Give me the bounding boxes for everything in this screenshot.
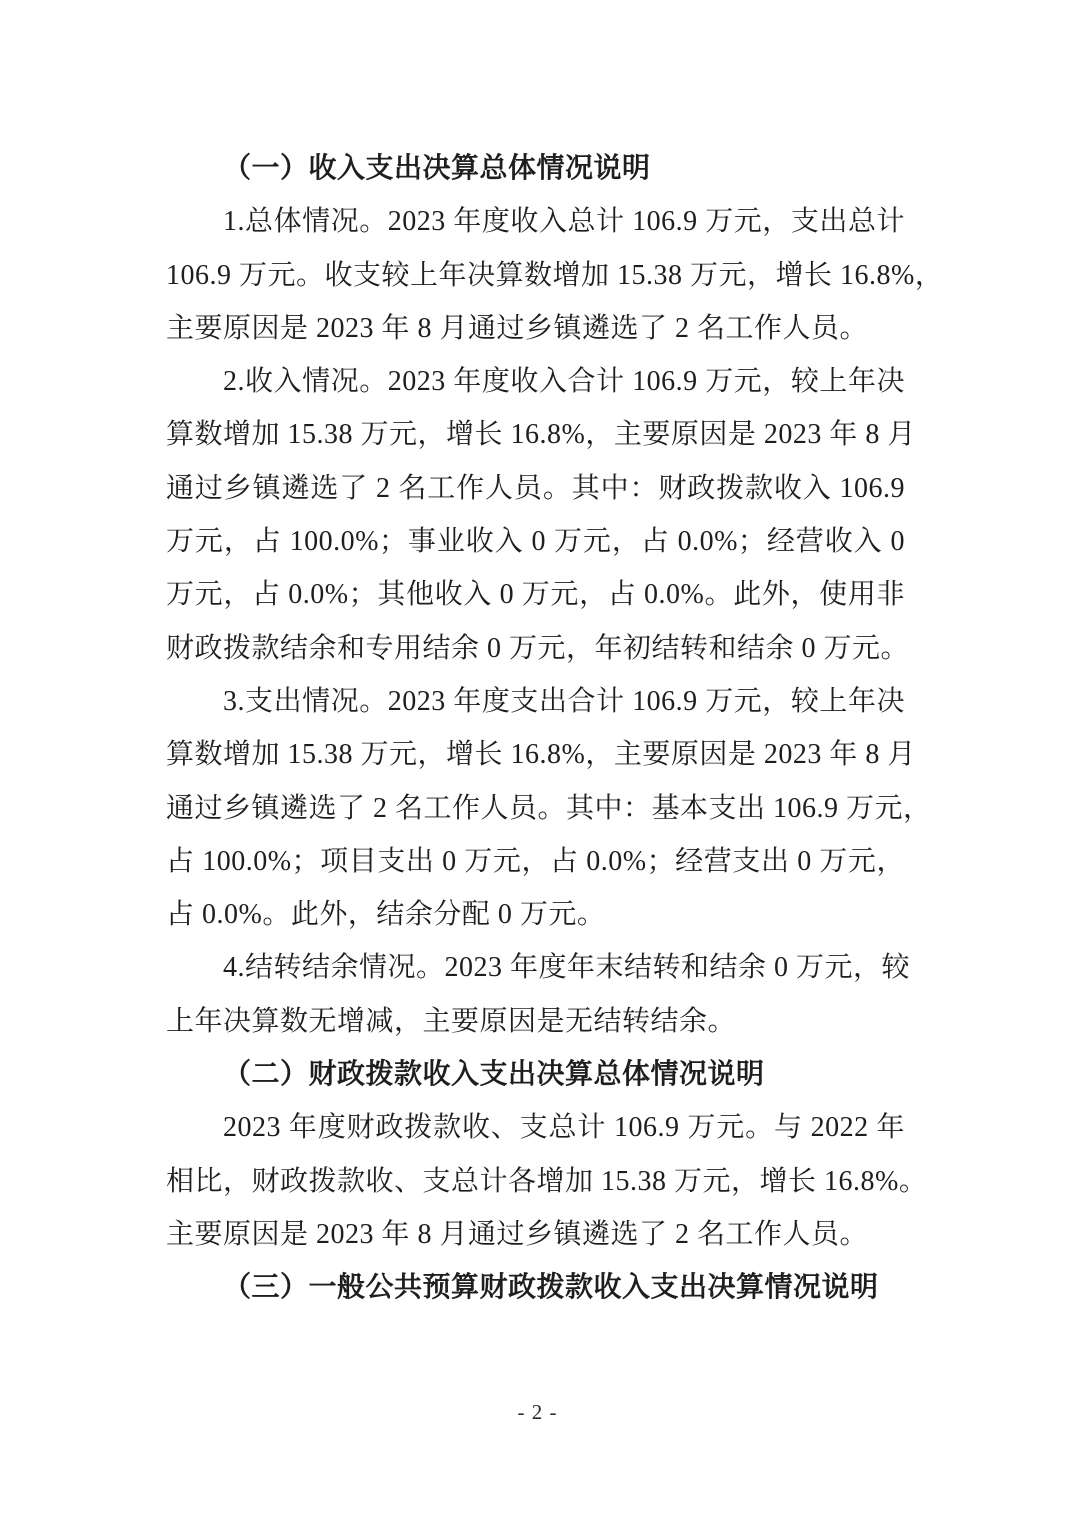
body-text-line: 4.结转结余情况。2023 年度年末结转和结余 0 万元，较 bbox=[223, 952, 911, 984]
section-heading: （一）收入支出决算总体情况说明 bbox=[223, 153, 651, 184]
body-text-line: 相比，财政拨款收、支总计各增加 15.38 万元，增长 16.8%。 bbox=[166, 1165, 928, 1197]
section-heading: （三）一般公共预算财政拨款收入支出决算情况说明 bbox=[223, 1272, 879, 1304]
body-text-line: 上年决算数无增减，主要原因是无结转结余。 bbox=[166, 1005, 737, 1037]
body-text-line: 通过乡镇遴选了 2 名工作人员。其中：基本支出 106.9 万元， bbox=[166, 792, 932, 824]
body-text-line: 主要原因是 2023 年 8 月通过乡镇遴选了 2 名工作人员。 bbox=[166, 312, 869, 344]
body-text-line: 算数增加 15.38 万元，增长 16.8%，主要原因是 2023 年 8 月 bbox=[166, 739, 916, 771]
body-text-line: 占 100.0%；项目支出 0 万元，占 0.0%；经营支出 0 万元， bbox=[166, 845, 905, 877]
body-text-line: 万元，占 0.0%；其他收入 0 万元，占 0.0%。此外，使用非 bbox=[166, 579, 905, 611]
body-text-line: 算数增加 15.38 万元，增长 16.8%，主要原因是 2023 年 8 月 bbox=[166, 419, 916, 451]
page-footer bbox=[0, 1398, 1075, 1426]
document-body bbox=[166, 142, 944, 1315]
body-text-line: 占 0.0%。此外，结余分配 0 万元。 bbox=[166, 899, 606, 931]
body-text-line: 万元，占 100.0%；事业收入 0 万元，占 0.0%；经营收入 0 bbox=[166, 526, 905, 558]
section-heading: （二）财政拨款收入支出决算总体情况说明 bbox=[223, 1059, 765, 1091]
body-text-line: 财政拨款结余和专用结余 0 万元，年初结转和结余 0 万元。 bbox=[166, 632, 910, 664]
body-text-line: 2023 年度财政拨款收、支总计 106.9 万元。与 2022 年 bbox=[223, 1112, 905, 1144]
page-number: - 2 - bbox=[517, 1400, 558, 1424]
body-text-line: 2.收入情况。2023 年度收入合计 106.9 万元，较上年决 bbox=[223, 366, 905, 398]
body-text-line: 主要原因是 2023 年 8 月通过乡镇遴选了 2 名工作人员。 bbox=[166, 1218, 869, 1250]
body-text-line: 3.支出情况。2023 年度支出合计 106.9 万元，较上年决 bbox=[223, 685, 905, 717]
body-text-line: 106.9 万元。收支较上年决算数增加 15.38 万元，增长 16.8%， bbox=[166, 259, 944, 291]
body-text-line: 1.总体情况。2023 年度收入总计 106.9 万元，支出总计 bbox=[223, 206, 905, 238]
body-text-line: 通过乡镇遴选了 2 名工作人员。其中：财政拨款收入 106.9 bbox=[166, 472, 905, 504]
